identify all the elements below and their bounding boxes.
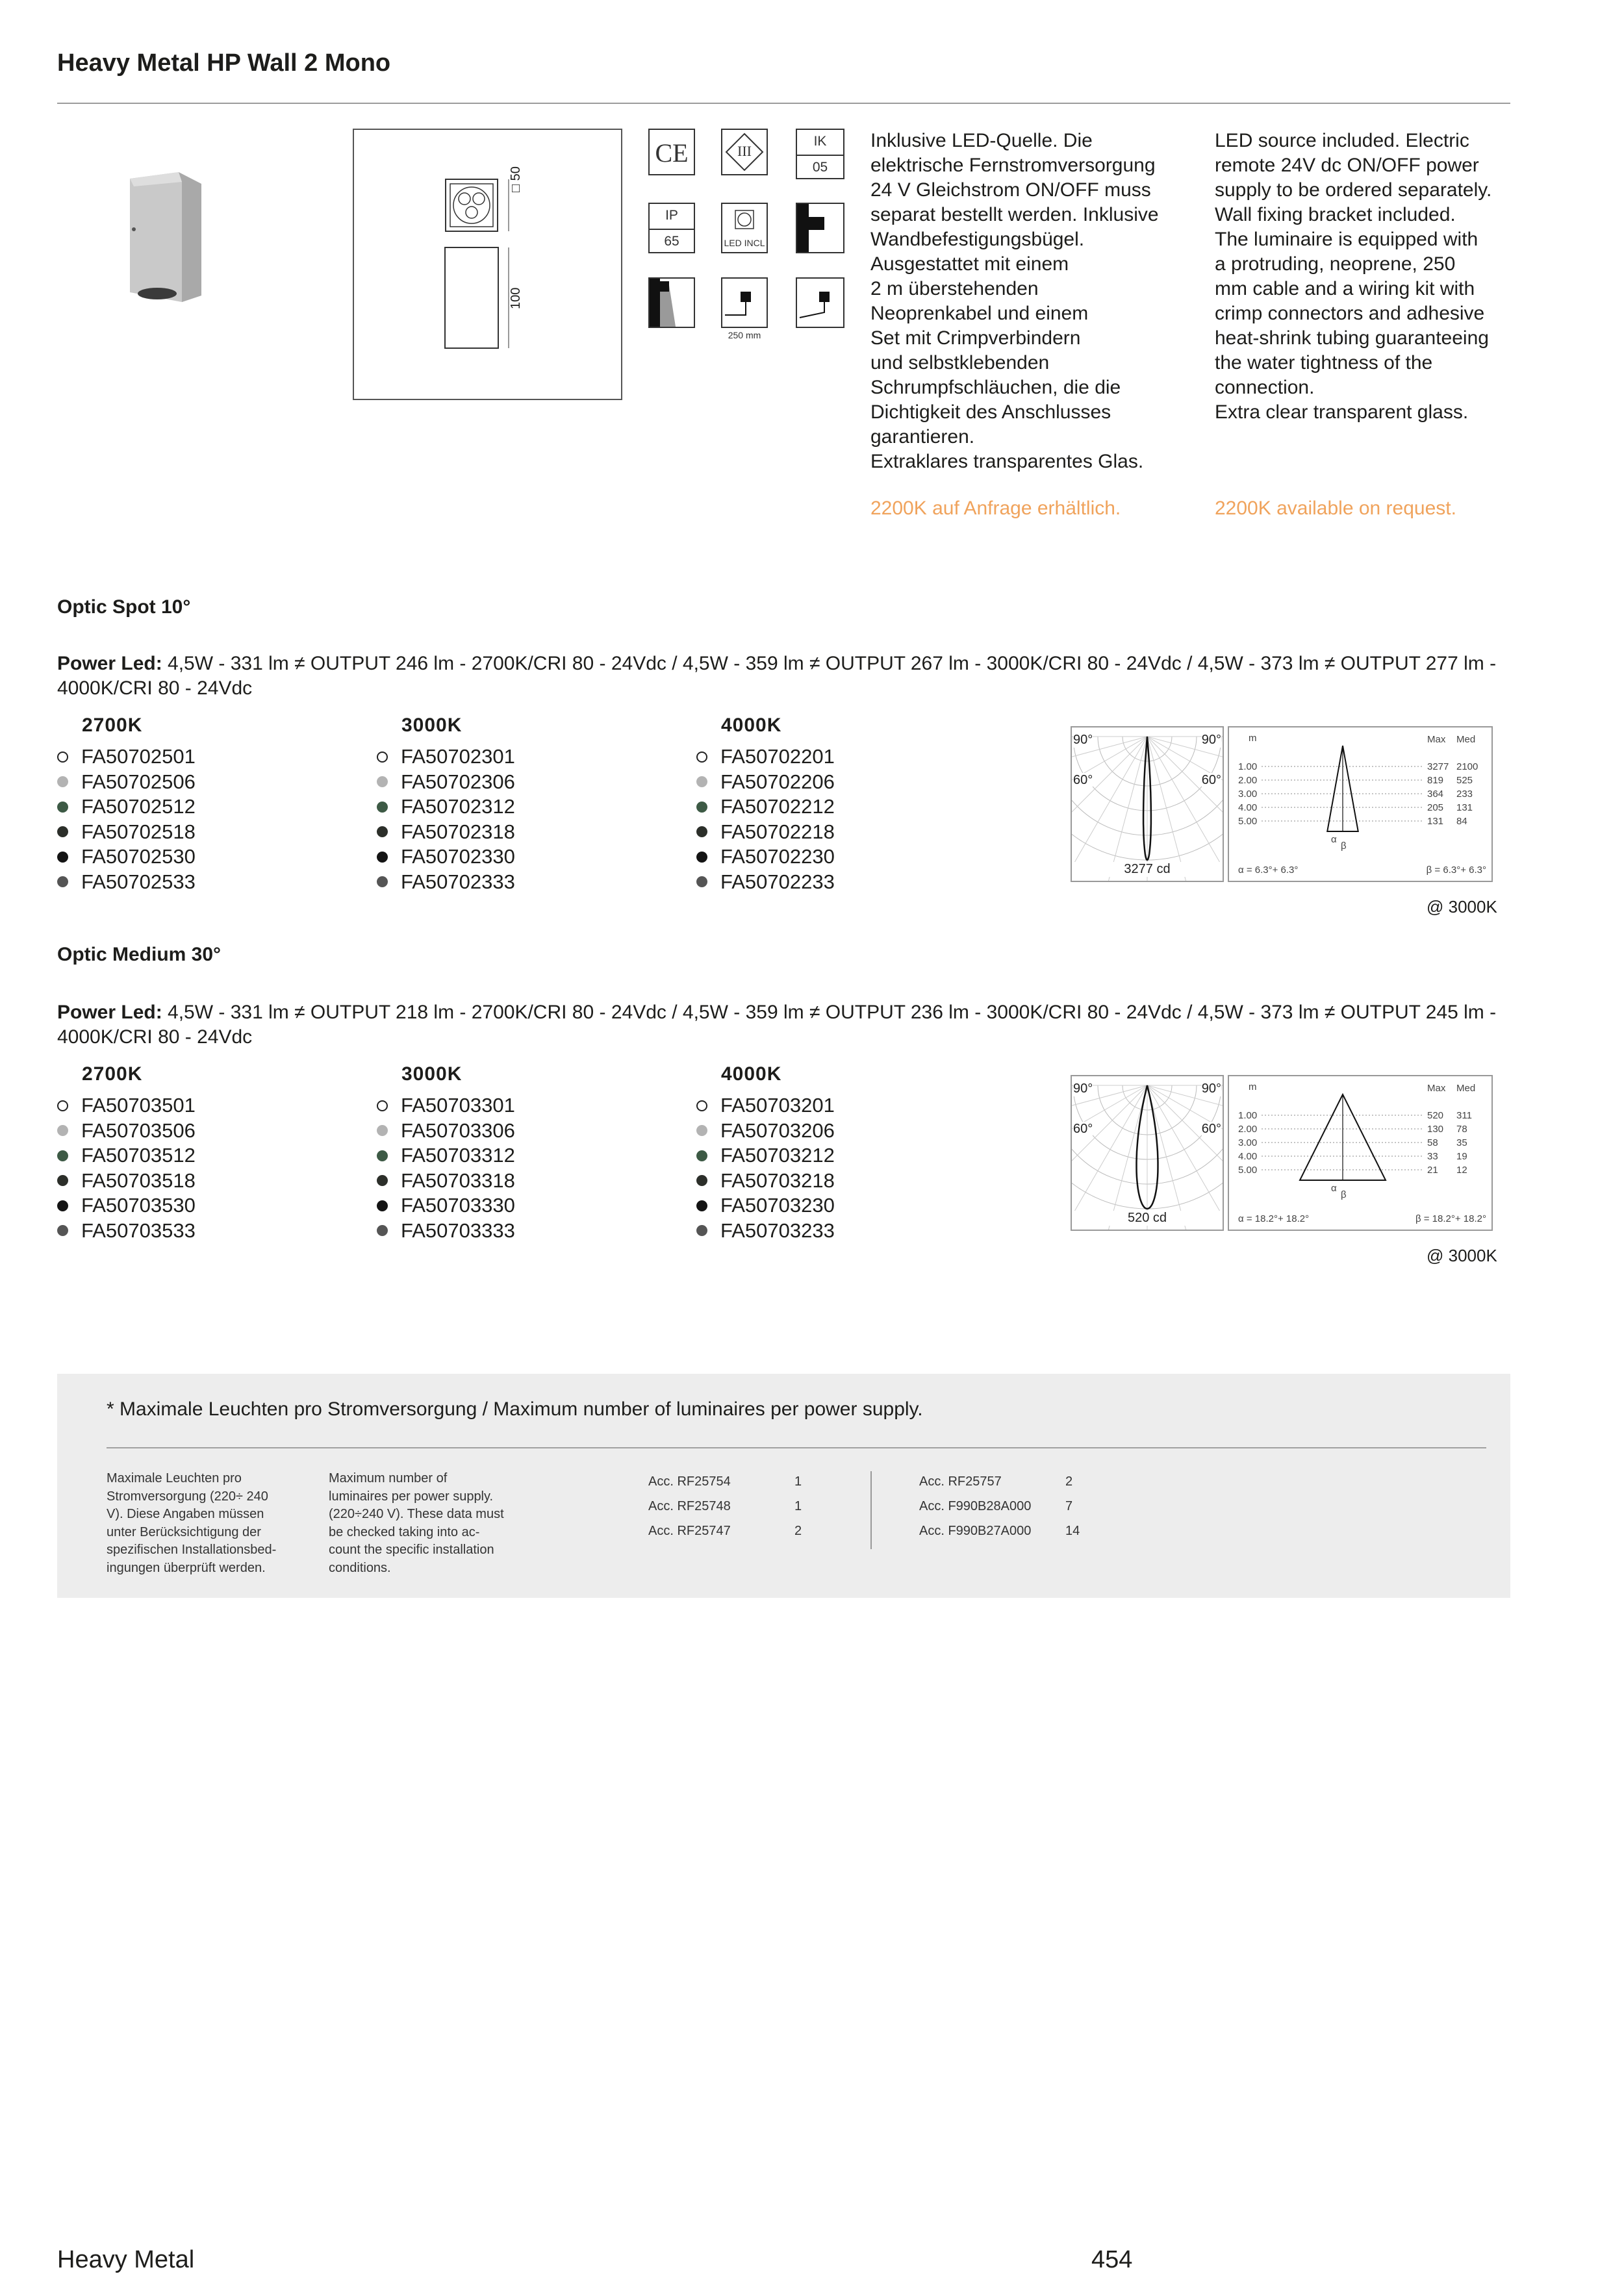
dimension-side: 100 (509, 287, 523, 309)
finish-color-dot (57, 852, 68, 863)
beta-symbol: β (1341, 840, 1347, 852)
angle-90-left: 90° (1073, 733, 1093, 747)
power-led-label: Power Led: (57, 653, 162, 674)
header-divider (57, 103, 1510, 104)
finish-color-dot (696, 852, 707, 863)
finish-color-dot (377, 1150, 388, 1161)
med-value: 233 (1456, 789, 1473, 800)
supply-text-de: Maximale Leuchten pro Stromversorgung (220÷ 240 V). Diese Angaben müssen unter Berücksichtigung der spezifischen Installationsbed- ingungen überprüft werden. (107, 1471, 277, 1575)
product-code: FA50702312 (401, 795, 515, 818)
product-code-item (696, 870, 835, 895)
wiring-icon (796, 277, 844, 328)
product-code-item (57, 1143, 196, 1169)
product-code: FA50702330 (401, 845, 515, 868)
footer-brand: Heavy Metal (57, 2246, 195, 2273)
finish-color-dot (696, 1100, 707, 1111)
med-value: 78 (1456, 1124, 1467, 1135)
product-code-list (696, 744, 835, 894)
alpha-symbol: α (1331, 1183, 1337, 1194)
product-code-item (57, 794, 196, 820)
angle-60-left: 60° (1073, 1122, 1093, 1136)
power-led-value: 4,5W - 331 lm ≠ OUTPUT 246 lm - 2700K/CRI 80 - 24Vdc / 4,5W - 359 lm ≠ OUTPUT 267 lm - 3000K/CRI 80 - 24Vdc / 4,5W - 373 lm ≠ OUTPUT 277 lm - 4000K/CRI 80 - 24Vdc (57, 653, 1497, 699)
product-code-item (696, 794, 835, 820)
accessory-code: Acc. RF25754 (648, 1474, 731, 1489)
distance-value: 2.00 (1238, 775, 1258, 786)
accessory-code: Acc. RF25757 (919, 1474, 1002, 1489)
med-value: 19 (1456, 1151, 1467, 1162)
finish-color-dot (57, 826, 68, 837)
max-luminaires: 14 (1065, 1524, 1080, 1538)
max-luminaires: 2 (794, 1524, 802, 1538)
product-code: FA50702230 (720, 845, 835, 868)
product-code: FA50702533 (81, 870, 196, 893)
angle-90-right: 90° (1201, 1081, 1221, 1096)
product-code-item (377, 1169, 515, 1194)
product-code: FA50703312 (401, 1144, 515, 1167)
max-luminaires: 1 (794, 1474, 802, 1489)
product-code-list (57, 744, 196, 894)
polar-diagram (1071, 1075, 1224, 1231)
max-value: 33 (1427, 1151, 1438, 1162)
distance-value: 3.00 (1238, 1137, 1258, 1148)
product-code: FA50703530 (81, 1194, 196, 1217)
max-value: 131 (1427, 816, 1444, 827)
product-code: FA50703506 (81, 1118, 196, 1142)
max-label: Max (1427, 1083, 1446, 1094)
product-code: FA50703212 (720, 1144, 835, 1167)
cable-length-label: 250 mm (728, 330, 761, 340)
supply-text-en: Maximum number of luminaires per power supply. (220÷240 V). These data must be checked taking into ac- count the specific installation conditions. (329, 1471, 504, 1575)
max-value: 3277 (1427, 761, 1449, 772)
finish-color-dot (696, 1175, 707, 1186)
med-value: 525 (1456, 775, 1473, 786)
technical-drawing (353, 129, 622, 400)
product-code: FA50703233 (720, 1219, 835, 1242)
finish-color-dot (377, 1175, 388, 1186)
power-led-label: Power Led: (57, 1002, 162, 1023)
reference-temperature: @ 3000K (1427, 897, 1497, 916)
distance-value: 2.00 (1238, 1124, 1258, 1135)
med-value: 35 (1456, 1137, 1467, 1148)
product-code: FA50702333 (401, 870, 515, 893)
product-code-item (696, 1193, 835, 1219)
alpha-angle: α = 6.3°+ 6.3° (1238, 865, 1299, 876)
product-code: FA50703512 (81, 1144, 196, 1167)
product-code-list (57, 1093, 196, 1243)
power-supply-panel (57, 1374, 1510, 1598)
med-value: 84 (1456, 816, 1467, 827)
finish-color-dot (377, 802, 388, 813)
max-value: 819 (1427, 775, 1444, 786)
finish-color-dot (377, 776, 388, 787)
illuminance-diagram (1228, 726, 1493, 882)
product-code: FA50703301 (401, 1094, 515, 1117)
ip-rating-icon: IP 65 (648, 203, 695, 253)
product-code-item (696, 744, 835, 770)
product-code-list (377, 1093, 515, 1243)
finish-color-dot (57, 1100, 68, 1111)
max-luminaires: 1 (794, 1499, 802, 1513)
med-value: 12 (1456, 1165, 1467, 1176)
product-code: FA50703501 (81, 1094, 196, 1117)
finish-color-dot (696, 1200, 707, 1211)
accessory-code: Acc. RF25747 (648, 1524, 731, 1538)
polar-diagram (1071, 726, 1224, 882)
power-led-text (57, 651, 1510, 701)
dimension-top: □ 50 (509, 166, 523, 192)
color-temperature-heading: 4000K (721, 714, 782, 736)
finish-color-dot (696, 826, 707, 837)
ik-rating-icon: IK 05 (796, 129, 844, 179)
distance-value: 1.00 (1238, 761, 1258, 772)
product-code: FA50703330 (401, 1194, 515, 1217)
max-value: 130 (1427, 1124, 1444, 1135)
finish-color-dot (57, 1175, 68, 1186)
color-temperature-heading: 4000K (721, 1063, 782, 1085)
supply-note: * Maximale Leuchten pro Stromversorgung / Maximum number of luminaires per power supply. (107, 1398, 923, 1420)
ce-icon: CE (648, 129, 695, 175)
product-code-item (377, 770, 515, 795)
max-value: 58 (1427, 1137, 1438, 1148)
angle-60-left: 60° (1073, 773, 1093, 787)
product-code-item (377, 794, 515, 820)
accessory-separator (870, 1471, 872, 1549)
finish-color-dot (57, 802, 68, 813)
finish-color-dot (57, 1150, 68, 1161)
finish-color-dot (57, 1225, 68, 1236)
distance-value: 1.00 (1238, 1110, 1258, 1121)
product-code: FA50702506 (81, 770, 196, 793)
cable-icon (721, 277, 768, 328)
product-code: FA50702518 (81, 820, 196, 843)
page-number: 454 (1091, 2246, 1133, 2273)
angle-90-right: 90° (1201, 733, 1221, 747)
alpha-angle: α = 18.2°+ 18.2° (1238, 1213, 1310, 1224)
color-temperature-heading: 2700K (82, 714, 143, 736)
candela-value: 3277 cd (1072, 862, 1223, 877)
product-code-item (696, 1143, 835, 1169)
product-code-item (696, 844, 835, 870)
distance-value: 5.00 (1238, 816, 1258, 827)
accessory-code: Acc. F990B28A000 (919, 1499, 1032, 1513)
finish-color-dot (57, 776, 68, 787)
beta-angle: β = 18.2°+ 18.2° (1415, 1213, 1486, 1224)
product-code-item (377, 744, 515, 770)
finish-color-dot (377, 752, 388, 763)
max-label: Max (1427, 734, 1446, 745)
finish-color-dot (57, 1125, 68, 1136)
product-code-item (377, 1193, 515, 1219)
product-code: FA50703518 (81, 1169, 196, 1192)
product-code: FA50702206 (720, 770, 835, 793)
product-code-item (57, 744, 196, 770)
finish-color-dot (57, 876, 68, 887)
product-code-list (696, 1093, 835, 1243)
product-code: FA50703218 (720, 1169, 835, 1192)
product-code: FA50703206 (720, 1118, 835, 1142)
beta-angle: β = 6.3°+ 6.3° (1426, 865, 1486, 876)
product-code-item (696, 770, 835, 795)
angle-60-right: 60° (1201, 1122, 1221, 1136)
product-code: FA50703318 (401, 1169, 515, 1192)
product-code-item (57, 1093, 196, 1118)
product-code-item (57, 820, 196, 845)
finish-color-dot (377, 876, 388, 887)
max-luminaires: 2 (1065, 1474, 1073, 1489)
product-code-item (377, 1093, 515, 1118)
product-code: FA50703201 (720, 1094, 835, 1117)
finish-color-dot (377, 852, 388, 863)
finish-color-dot (696, 1150, 707, 1161)
product-code-item (696, 1093, 835, 1118)
finish-color-dot (696, 876, 707, 887)
distance-value: 4.00 (1238, 802, 1258, 813)
finish-color-dot (377, 1100, 388, 1111)
optic-title: Optic Spot 10° (57, 596, 191, 618)
distance-value: 5.00 (1238, 1165, 1258, 1176)
max-value: 364 (1427, 789, 1444, 800)
finish-color-dot (377, 1125, 388, 1136)
max-luminaires: 7 (1065, 1499, 1073, 1513)
product-code: FA50703533 (81, 1219, 196, 1242)
product-code-item (57, 1169, 196, 1194)
distance-unit: m (1249, 1081, 1257, 1093)
product-code-item (377, 844, 515, 870)
finish-color-dot (377, 826, 388, 837)
max-value: 520 (1427, 1110, 1444, 1121)
product-code: FA50703230 (720, 1194, 835, 1217)
med-value: 131 (1456, 802, 1473, 813)
note-2200k-en: 2200K available on request. (1215, 498, 1456, 519)
product-code-item (696, 820, 835, 845)
optic-title: Optic Medium 30° (57, 944, 222, 965)
candela-value: 520 cd (1072, 1211, 1223, 1226)
product-code: FA50702306 (401, 770, 515, 793)
max-value: 21 (1427, 1165, 1438, 1176)
product-code: FA50702301 (401, 745, 515, 768)
product-code-item (57, 1219, 196, 1244)
product-code: FA50702318 (401, 820, 515, 843)
beta-symbol: β (1341, 1189, 1347, 1200)
product-code: FA50702218 (720, 820, 835, 843)
product-code: FA50702501 (81, 745, 196, 768)
product-code-item (57, 870, 196, 895)
med-label: Med (1456, 1083, 1476, 1094)
reference-temperature: @ 3000K (1427, 1246, 1497, 1265)
power-led-text (57, 1000, 1510, 1050)
description-de: Inklusive LED-Quelle. Die elektrische Fernstromversorgung 24 V Gleichstrom ON/OFF muss separat bestellt werden. Inklusive Wandbefestigungsbügel. Ausgestattet mit einem 2 m überstehenden Neoprenkabel und einem Set mit Crimpverbindern und selbstklebenden Schrumpfschläuchen, die die Dichtigkeit des Anschlusses garantieren. Extraklares transparentes Glas. (870, 130, 1159, 472)
product-code-item (57, 770, 196, 795)
accessory-code: Acc. RF25748 (648, 1499, 731, 1513)
product-code-item (377, 1118, 515, 1144)
product-code: FA50702233 (720, 870, 835, 893)
distance-value: 3.00 (1238, 789, 1258, 800)
product-code-item (57, 844, 196, 870)
note-2200k-de: 2200K auf Anfrage erhältlich. (870, 498, 1121, 519)
product-code-item (696, 1118, 835, 1144)
wall-light-icon (648, 277, 695, 328)
finish-color-dot (696, 752, 707, 763)
product-code: FA50703333 (401, 1219, 515, 1242)
angle-90-left: 90° (1073, 1081, 1093, 1096)
alpha-symbol: α (1331, 834, 1337, 845)
product-code: FA50702201 (720, 745, 835, 768)
max-value: 205 (1427, 802, 1444, 813)
description-en: LED source included. Electric remote 24V dc ON/OFF power supply to be ordered separately. Wall fixing bracket included. The luminaire is equipped with a protruding, neoprene, 250 mm cable and a wiring kit with crimp connectors and adhesive heat-shrink tubing guaranteeing the water tightness of the connection. Extra clear transparent glass. (1215, 130, 1492, 423)
page-title: Heavy Metal HP Wall 2 Mono (57, 49, 391, 77)
wall-mount-icon (796, 203, 844, 253)
product-code-list (377, 744, 515, 894)
finish-color-dot (696, 776, 707, 787)
color-temperature-heading: 2700K (82, 1063, 143, 1085)
product-code-item (696, 1169, 835, 1194)
accessory-code: Acc. F990B27A000 (919, 1524, 1032, 1538)
product-code: FA50702212 (720, 795, 835, 818)
finish-color-dot (696, 802, 707, 813)
angle-60-right: 60° (1201, 773, 1221, 787)
finish-color-dot (57, 1200, 68, 1211)
class-iii-icon: III (721, 129, 768, 175)
med-value: 2100 (1456, 761, 1478, 772)
product-code-item (696, 1219, 835, 1244)
power-led-value: 4,5W - 331 lm ≠ OUTPUT 218 lm - 2700K/CRI 80 - 24Vdc / 4,5W - 359 lm ≠ OUTPUT 236 lm - 3000K/CRI 80 - 24Vdc / 4,5W - 373 lm ≠ OUTPUT 245 lm - 4000K/CRI 80 - 24Vdc (57, 1002, 1497, 1048)
product-code: FA50702512 (81, 795, 196, 818)
product-code-item (377, 870, 515, 895)
finish-color-dot (696, 1125, 707, 1136)
distance-value: 4.00 (1238, 1151, 1258, 1162)
supply-divider (107, 1447, 1486, 1448)
product-code-item (57, 1193, 196, 1219)
finish-color-dot (377, 1200, 388, 1211)
finish-color-dot (696, 1225, 707, 1236)
distance-unit: m (1249, 733, 1257, 744)
product-code-item (377, 1143, 515, 1169)
illuminance-diagram (1228, 1075, 1493, 1231)
product-code: FA50703306 (401, 1118, 515, 1142)
finish-color-dot (377, 1225, 388, 1236)
med-value: 311 (1456, 1110, 1472, 1121)
product-code-item (377, 820, 515, 845)
med-label: Med (1456, 734, 1476, 745)
product-code-item (377, 1219, 515, 1244)
product-image (117, 166, 214, 305)
led-included-icon: LED INCL (721, 203, 768, 253)
product-code-item (57, 1118, 196, 1144)
finish-color-dot (57, 752, 68, 763)
color-temperature-heading: 3000K (401, 714, 463, 736)
color-temperature-heading: 3000K (401, 1063, 463, 1085)
product-code: FA50702530 (81, 845, 196, 868)
